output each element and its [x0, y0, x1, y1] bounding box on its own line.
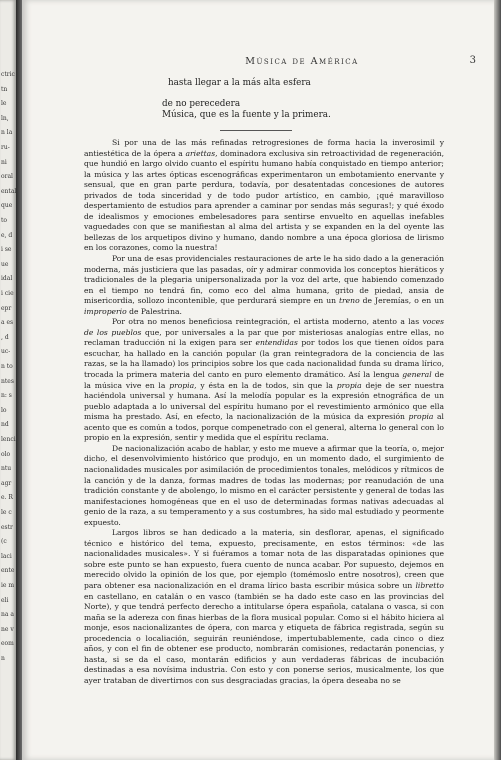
facing-page-fragment: ntu	[1, 465, 12, 473]
facing-page-fragment: a es	[1, 319, 14, 327]
facing-page-fragment: e, d	[1, 231, 13, 239]
body-text	[84, 138, 444, 686]
page-number: 3	[469, 55, 476, 66]
facing-page-fragment: que	[1, 202, 13, 210]
facing-page-fragment: agr	[1, 479, 12, 487]
text-run: Por otra no menos beneficiosa reintegración, el artista moderno, atento a las	[112, 317, 423, 327]
italic-text: entendidas	[255, 338, 298, 348]
text-run: , dominadora exclusiva sin retroactividad de regeneración, que hundió en largo olvido cuanto el espíritu humano había conquistado en tiempo anterior; la música y las artes ópticas escenográficas experimentaron un embotamiento enervante y sensual, que en gran parte perdura, todavía, por desatentadas concesiones de autores privados de toda sinceridad y de todo pudor artístico, en cambio, ¡qué maravilloso despertamiento de estudios para aprender a caminar por sendas más seguras!; y qué éxodo de idealismos y emociones embelesadores para sentirse envuelto en aquellas inefables vaguedades con que se manifiestan al alma del artista y se expanden en la del oyente las bellezas de los arquetipos divino y humano, dando nombre a una época gloriosa de lirismo en los corazones, como la nuestra!	[84, 148, 445, 253]
text-run: Si por una de las más refinadas retrogresiones de forma hacia la inverosimil y antiestética de la ópera a	[84, 138, 444, 158]
facing-page-fragment: to	[1, 217, 8, 224]
italic-text: improperio	[84, 306, 127, 316]
italic-text: general	[402, 370, 432, 380]
facing-page-fragment: ental	[1, 187, 16, 195]
text-run: por todos los que tienen oídos para escuchar, ha hallado en la canción popular (la gran reintegradora de la conciencia de las razas, se la ha llamado) los principios sobre los que cada nacionalidad funda su drama lírico, trocada la primera materia del canto en puro elemento dramático. Así la lengua	[84, 338, 444, 380]
facing-page-fragment: ni	[1, 158, 7, 166]
facing-page-fragment: uc-	[1, 348, 11, 356]
text-run: de Jeremías, o en un	[359, 296, 444, 306]
text-run: Largos libros se han dedicado a la materia, sin desflorar, apenas, el significado técnico e histórico del tema, expuesto, precisamente, en estos términos: «de las nacionalidades musicales». Y si fuéramos a tomar nota de las disparatadas opiniones que sobre este punto se han expuesto, fuera cuento de nunca acabar. Por supuesto, dejemos en merecido olvido la opinión de los que, por ejemplo (tomémoslo entre nosotros), creen que para obtener esa nacionalización en el drama lírico basta escribir música sobre un	[84, 528, 444, 590]
facing-page-fragment: ne v	[1, 625, 14, 633]
book-page	[22, 0, 494, 760]
text-run: , y ésta en la de todos, sin que la	[194, 380, 337, 390]
facing-page-fragment: oral	[1, 173, 13, 181]
running-head: Música de América	[245, 56, 359, 67]
facing-page-fragment: lo	[1, 406, 7, 414]
facing-page-fragment: ente	[1, 567, 15, 575]
facing-page-edge	[0, 0, 16, 760]
paragraph	[84, 444, 444, 528]
facing-page-fragment: ln,	[1, 114, 9, 122]
facing-page-fragment: estr	[1, 523, 13, 531]
paragraph	[84, 528, 444, 686]
facing-page-fragment: idal	[1, 275, 13, 283]
facing-page-fragment: laci	[1, 552, 12, 560]
facing-page-fragment: lenci	[1, 436, 16, 443]
facing-page-fragment: le c	[1, 509, 12, 516]
text-run: que, por universales a la par que por misteriosas analogías entre ellas, no reclaman traducción ni la exigen para ser	[84, 327, 444, 348]
text-run: al acento que es común a todos, porque compenetrado con el general, alterna lo general con lo propio en la expresión, sentir y medida que el espíritu reclama.	[84, 412, 444, 443]
facing-page-fragment: ie m	[1, 582, 15, 589]
facing-page-fragment: ctric	[1, 71, 15, 78]
paragraph	[84, 317, 444, 444]
facing-page-fragment: eom	[1, 640, 14, 648]
facing-page-fragment: n la	[1, 129, 13, 137]
facing-page-fragment: epr	[1, 304, 12, 312]
italic-text: treno	[339, 296, 360, 306]
facing-page-fragment: ru-	[1, 144, 10, 151]
facing-page-fragment: i cie	[1, 290, 14, 297]
text-run: de Palestrina.	[126, 306, 182, 316]
facing-page-fragment: (c	[1, 538, 7, 546]
facing-page-fragment: ue	[1, 260, 9, 268]
italic-text: propia	[336, 380, 362, 390]
facing-page-fragment: olo	[1, 450, 11, 458]
text-run: deje de ser nuestra haciéndola universal y humana. Así la melodía popular es la expresión etnográfica de un pueblo adaptada a lo universal del espíritu humano por el revestimiento armónico que ella misma ha prestado. Así, en efecto, la nacionalización de la música da expresión	[84, 380, 444, 422]
text-run: en castellano, en catalán o en vasco (también se ha dado este caso en las provincias del Norte), y que tendrá perfecto derecho a intitularse ópera española, catalana o vasca, si con maña se la adereza con finas hierbas de la flora musical popular. Como si el hábito hiciera al monje, esos nacionalizantes de ópera, con marca y etiqueta de fábrica registrada, según su procedencia o localiación, seguirán reuniéndose, impertubablemente, cada cinco o diez años, y con el fin de obtener ese producto, nombrarán comisiones, redactarán ponencias, y hasta, si se da el caso, montarán edificios y aun verdaderas fábricas de incubación destinadas a esa novísima industria. Con esto y con ponerse serios, musicalmente, los que ayer trataban de divertirnos con sus desgraciadas gracias, la ópera deseaba no se	[84, 591, 444, 685]
paragraph	[84, 138, 444, 254]
facing-page-fragment: e. R	[1, 494, 13, 502]
italic-text: propia	[169, 380, 195, 390]
italic-text: voces de los pueblos	[84, 317, 444, 337]
page-edge-right	[494, 0, 501, 760]
italic-text: libretto	[415, 580, 444, 590]
verse-line: hasta llegar a la más alta esfera	[168, 78, 311, 88]
facing-page-fragment: na a	[1, 611, 14, 619]
text-run: de la música vive en la	[84, 370, 444, 390]
facing-page-fragment: tn	[1, 85, 8, 93]
facing-page-fragment: eli	[1, 596, 9, 604]
facing-page-fragment: n to	[1, 363, 13, 370]
verse-line: de no perecedera	[162, 99, 241, 109]
facing-page-fragment: ntes	[1, 377, 14, 385]
italic-text: ariettas	[185, 148, 216, 158]
facing-page-fragment: le	[1, 100, 7, 108]
facing-page-fragment: nd	[1, 421, 9, 429]
facing-page-fragment: i se	[1, 246, 12, 254]
facing-page-fragment: , d	[1, 333, 9, 341]
paragraph	[84, 254, 444, 317]
facing-page-fragment: n: s	[1, 392, 12, 400]
text-run: Por una de esas providenciales restauraciones de arte le ha sido dado a la generación moderna, más justiciera que las pasadas, oír y admirar conmovida los conceptos hieráticos y tradicionales de la plegaria unipersonalizada por la voz del arte, que habiendo comenzado en el tiempo no tendrá fin, como eco del alma humana, grito de piedad, ansia de misericordia, sollozo incontenible, que perdurará siempre en un	[84, 254, 444, 306]
verse-line: Música, que es la fuente y la primera.	[162, 110, 331, 120]
facing-page-fragment: n	[1, 655, 5, 662]
section-rule	[220, 130, 292, 131]
text-run: De nacionalización acabo de hablar, y esto me mueve a afirmar que la teoría, o, mejor dicho, el desenvolvimiento histórico que produjo, en un momento dado, el surgimiento de nacionalidades musicales por asimilación de procedimientos tonales, melódicos y rítmicos de la canción y de la danza, formas madres de todas las modernas; por reanudación de una tradición constante y de abolengo, lo mismo en el carácter persistente y general de todas las manifestaciones homogéneas que en el uso de determinadas formas nativas adecuadas al genio de la raza, a su temperamento y a sus costumbres, ha sido mal estudiado y peormente expuesto.	[84, 443, 444, 527]
italic-text: propia	[408, 412, 434, 422]
